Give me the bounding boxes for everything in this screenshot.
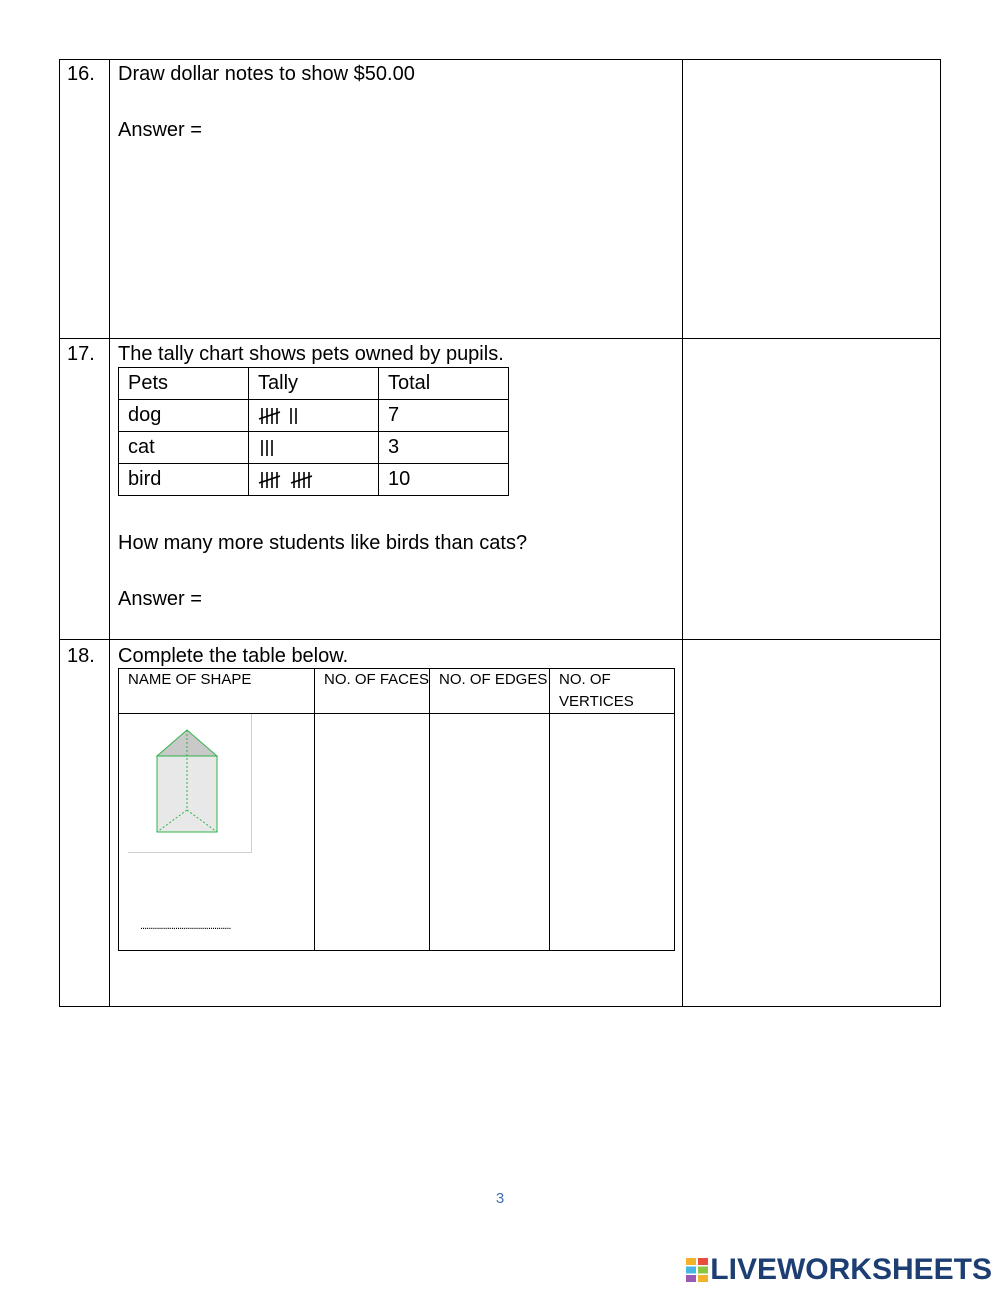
question-17-question: How many more students like birds than cats? <box>118 532 528 554</box>
question-16-answer-area[interactable] <box>118 150 668 330</box>
shape-vertices-cell[interactable] <box>550 714 675 951</box>
tally-total-cell: 10 <box>379 464 509 496</box>
page-number: 3 <box>495 1190 505 1207</box>
tally-pet-cell: bird <box>119 464 249 496</box>
shape-header-edges: NO. OF EDGES <box>430 669 550 714</box>
tally-header-total: Total <box>379 368 509 400</box>
tally-marks-cell <box>249 432 379 464</box>
question-16-answer-label: Answer = <box>118 119 202 141</box>
question-16-prompt: Draw dollar notes to show $50.00 <box>118 63 415 85</box>
grid-left-border <box>59 59 60 1007</box>
question-17-prompt: The tally chart shows pets owned by pupils. <box>118 343 504 365</box>
tally-total-cell: 7 <box>379 400 509 432</box>
shape-header-name: NAME OF SHAPE <box>119 669 315 714</box>
tally-marks-cell <box>249 400 379 432</box>
shape-header-faces: NO. OF FACES <box>315 669 430 714</box>
question-17-marks-cell <box>690 344 930 632</box>
tally-marks-cat-icon <box>258 436 318 460</box>
tally-row-bird <box>119 464 509 496</box>
tally-row-cat <box>119 432 509 464</box>
liveworksheets-watermark <box>686 1253 992 1287</box>
tally-row-dog <box>119 400 509 432</box>
grid-marks-divider <box>682 59 683 1007</box>
question-18-prompt: Complete the table below. <box>118 645 349 667</box>
question-18-marks-cell <box>690 646 930 998</box>
shape-table-header-row <box>119 669 675 714</box>
shape-properties-table <box>118 668 675 951</box>
question-16-marks-cell <box>690 64 930 330</box>
question-17-answer-label: Answer = <box>118 588 202 610</box>
tally-pet-cell: cat <box>119 432 249 464</box>
shape-faces-cell[interactable] <box>315 714 430 951</box>
tally-marks-dog-icon <box>258 404 318 428</box>
tally-pet-cell: dog <box>119 400 249 432</box>
tally-marks-cell <box>249 464 379 496</box>
triangular-prism-icon <box>155 726 235 836</box>
question-17-answer-area[interactable] <box>212 585 652 615</box>
grid-number-divider <box>109 59 110 1007</box>
grid-top-border <box>59 59 941 60</box>
shape-edges-cell[interactable] <box>430 714 550 951</box>
shape-header-vertices: NO. OF VERTICES <box>550 669 675 714</box>
question-17-number: 17. <box>67 343 95 365</box>
question-18-number: 18. <box>67 645 95 667</box>
liveworksheets-logo-text: LIVEWORKSHEETS <box>710 1253 992 1286</box>
tally-marks-bird-icon <box>258 468 328 492</box>
tally-header-tally: Tally <box>249 368 379 400</box>
tally-chart-table <box>118 367 509 496</box>
shape-table-body-row <box>119 714 675 951</box>
question-16-number: 16. <box>67 63 95 85</box>
grid-row-divider-17 <box>59 338 941 339</box>
liveworksheets-logo-icon <box>686 1258 708 1282</box>
tally-header-pets: Pets <box>119 368 249 400</box>
grid-bottom-border <box>59 1006 941 1007</box>
grid-right-border <box>940 59 941 1007</box>
shape-name-blank[interactable]: ............................................ <box>140 920 231 932</box>
tally-table-header-row <box>119 368 509 400</box>
shape-name-cell <box>119 714 315 951</box>
tally-total-cell: 3 <box>379 432 509 464</box>
grid-row-divider-18 <box>59 639 941 640</box>
